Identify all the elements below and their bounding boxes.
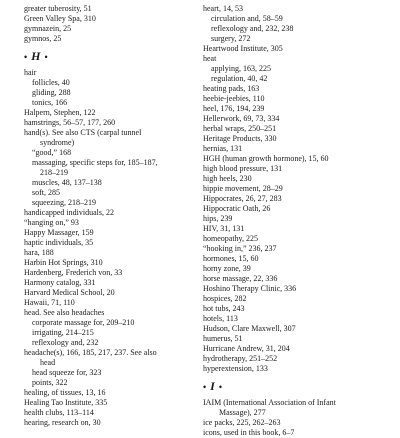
index-entry: Heritage Products, 330 [203,134,277,143]
index-entry: surgery, 272 [211,34,251,43]
section-letter: I [210,379,216,393]
index-entry: “hanging on,” 93 [24,218,79,227]
section-bullet: • [44,52,49,62]
index-entry: icons, used in this book, 6–7 [203,428,295,437]
index-entry: greater tuberosity, 51 [24,4,92,13]
index-entry: Massage), 277 [219,408,266,417]
index-entry: points, 322 [32,378,68,387]
index-entry: heating pads, 163 [203,84,260,93]
index-entry: Hippocrates, 26, 27, 283 [203,194,282,203]
index-entry: horse massage, 22, 336 [203,274,278,283]
index-entry: Heartwood Institute, 305 [203,44,283,53]
index-entry: Halpern, Stephen, 122 [24,108,96,117]
index-entry: Hardenberg, Frederich von, 33 [24,268,123,277]
index-entry: heat [203,54,217,63]
index-entry: herbal wraps, 250–251 [203,124,277,133]
index-entry: reflexology and, 232 [32,338,99,347]
index-entry: circulation and, 58–59 [211,14,283,23]
index-entry: HIV, 31, 131 [203,224,245,233]
index-entry: corporate massage for, 209–210 [32,318,135,327]
section-letter: H [31,49,42,63]
index-entry: Harmony catalog, 331 [24,278,96,287]
index-column-left [24,4,204,428]
index-entry: regulation, 40, 42 [211,74,268,83]
index-entry: hand(s). See also CTS (carpal tunnel [24,128,142,137]
index-entry: muscles, 48, 137–138 [32,178,102,187]
index-entry: gliding, 288 [32,88,71,97]
index-entry: syndrome) [40,138,75,147]
index-entry: heebie-jeebies, 110 [203,94,265,103]
index-entry: hydrotherapy, 251–252 [203,354,278,363]
index-entry: health clubs, 113–114 [24,408,94,417]
index-entry: follicles, 40 [32,78,70,87]
section-bullet: • [24,52,29,62]
index-entry: headache(s), 166, 185, 217, 237. See also [24,348,157,357]
index-entry: hara, 188 [24,248,54,257]
index-entry: Hudson, Clare Maxwell, 307 [203,324,296,333]
index-entry: hippie movement, 28–29 [203,184,283,193]
index-entry: Hoshino Therapy Clinic, 336 [203,284,297,293]
index-entry: hernias, 131 [203,144,243,153]
index-entry: head. See also headaches [24,308,105,317]
index-entry: 218–219 [40,168,68,177]
index-entry: ice packs, 225, 262–263 [203,418,281,427]
index-entry: high blood pressure, 131 [203,164,283,173]
index-entry: Harvard Medical School, 20 [24,288,115,297]
index-column-right [203,4,383,438]
index-entry: Hurricane Andrew, 31, 204 [203,344,290,353]
index-entry: massaging, specific steps for, 185–187, [32,158,158,167]
index-entry: irrigating, 214–215 [32,328,94,337]
index-entry: “hooking in,” 236, 237 [203,244,277,253]
index-entry: homeopathy, 225 [203,234,259,243]
index-entry: hotels, 113 [203,314,238,323]
index-entry: haptic individuals, 35 [24,238,94,247]
index-entry: hospices, 282 [203,294,247,303]
index-entry: hips, 239 [203,214,233,223]
index-entry: heel, 176, 194, 239 [203,104,265,113]
index-entry: Hellerwork, 69, 73, 334 [203,114,280,123]
index-entry: soft, 285 [32,188,60,197]
index-entry: high heels, 230 [203,174,252,183]
index-entry: hyperextension, 133 [203,364,268,373]
index-entry: gymnazein, 25 [24,24,72,33]
index-entry: hair [24,68,37,77]
index-entry: head [40,358,56,367]
index-entry: Happy Massager, 159 [24,228,94,237]
section-bullet: • [203,382,208,392]
index-entry: Healing Tao Institute, 335 [24,398,108,407]
index-entry: IAIM (International Association of Infant [203,398,336,407]
section-heading-i [203,376,383,396]
index-entry: Hippocratic Oath, 26 [203,204,271,213]
index-entry: hearing, research on, 30 [24,418,101,427]
index-entry: heart, 14, 53 [203,4,243,13]
index-entry: gymnos, 25 [24,34,62,43]
index-entry: handicapped individuals, 22 [24,208,114,217]
index-entry: applying, 163, 225 [211,64,271,73]
index-entry: “good,” 168 [32,148,72,157]
index-entry: reflexology and, 232, 238 [211,24,294,33]
index-entry: hot tubs, 243 [203,304,245,313]
index-entry: hamstrings, 56–57, 177, 260 [24,118,116,127]
index-entry: Harbin Hot Springs, 310 [24,258,103,267]
index-entry: HGH (human growth hormone), 15, 60 [203,154,329,163]
index-entry: Hawaii, 71, 110 [24,298,75,307]
index-entry: squeezing, 218–219 [32,198,96,207]
index-entry: head squeeze for, 323 [32,368,102,377]
index-entry: humerus, 51 [203,334,243,343]
section-heading-h [24,46,204,66]
index-entry: healing, of tissues, 13, 16 [24,388,106,397]
index-entry: hormones, 15, 60 [203,254,259,263]
section-bullet: • [218,382,223,392]
index-entry: tonics, 166 [32,98,68,107]
index-entry: Green Valley Spa, 310 [24,14,96,23]
index-entry: horny zone, 39 [203,264,251,273]
